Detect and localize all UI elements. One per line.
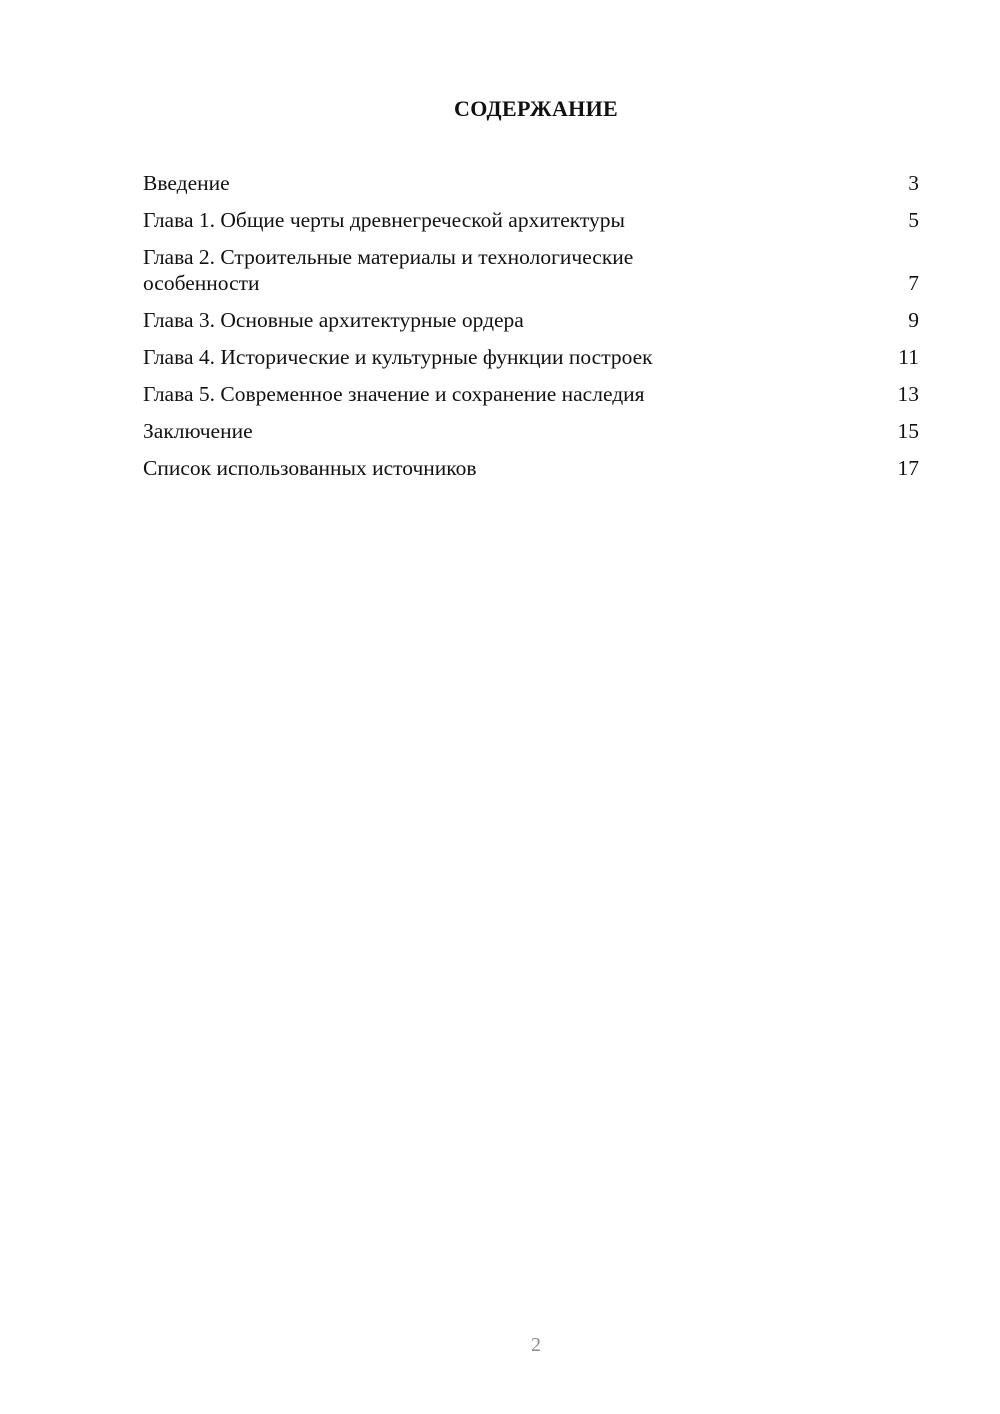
- toc-entry-introduction: [143, 170, 919, 196]
- toc-entry-label: Глава 4. Исторические и культурные функции построек: [143, 345, 653, 369]
- toc-entry-page: 5: [908, 208, 919, 232]
- table-of-contents: [143, 170, 919, 492]
- toc-entry-page: 17: [897, 456, 919, 480]
- page-number: 2: [531, 1334, 541, 1356]
- toc-entry-page: 11: [898, 345, 919, 369]
- toc-entry-page: 3: [908, 171, 919, 195]
- toc-entry-label: Введение: [143, 171, 230, 195]
- toc-entry-chapter-5: [143, 381, 919, 407]
- toc-title: СОДЕРЖАНИЕ: [454, 96, 618, 121]
- toc-entry-page: 7: [908, 271, 919, 295]
- toc-entry-label: Список использованных источников: [143, 456, 477, 480]
- toc-entry-label: Глава 5. Современное значение и сохранение наследия: [143, 382, 645, 406]
- toc-entry-label: Глава 2. Строительные материалы и технологические особенности: [143, 245, 634, 295]
- toc-entry-page: 15: [897, 419, 919, 443]
- toc-entry-conclusion: [143, 418, 919, 444]
- toc-entry-chapter-1: [143, 207, 919, 233]
- toc-entry-references: [143, 455, 919, 481]
- toc-entry-label: Глава 1. Общие черты древнегреческой архитектуры: [143, 208, 625, 232]
- toc-entry-label: Глава 3. Основные архитектурные ордера: [143, 308, 524, 332]
- toc-entry-chapter-3: [143, 307, 919, 333]
- toc-entry-chapter-2: [143, 244, 919, 296]
- toc-entry-chapter-4: [143, 344, 919, 370]
- toc-entry-label: Заключение: [143, 419, 253, 443]
- toc-entry-page: 9: [908, 308, 919, 332]
- toc-entry-page: 13: [897, 382, 919, 406]
